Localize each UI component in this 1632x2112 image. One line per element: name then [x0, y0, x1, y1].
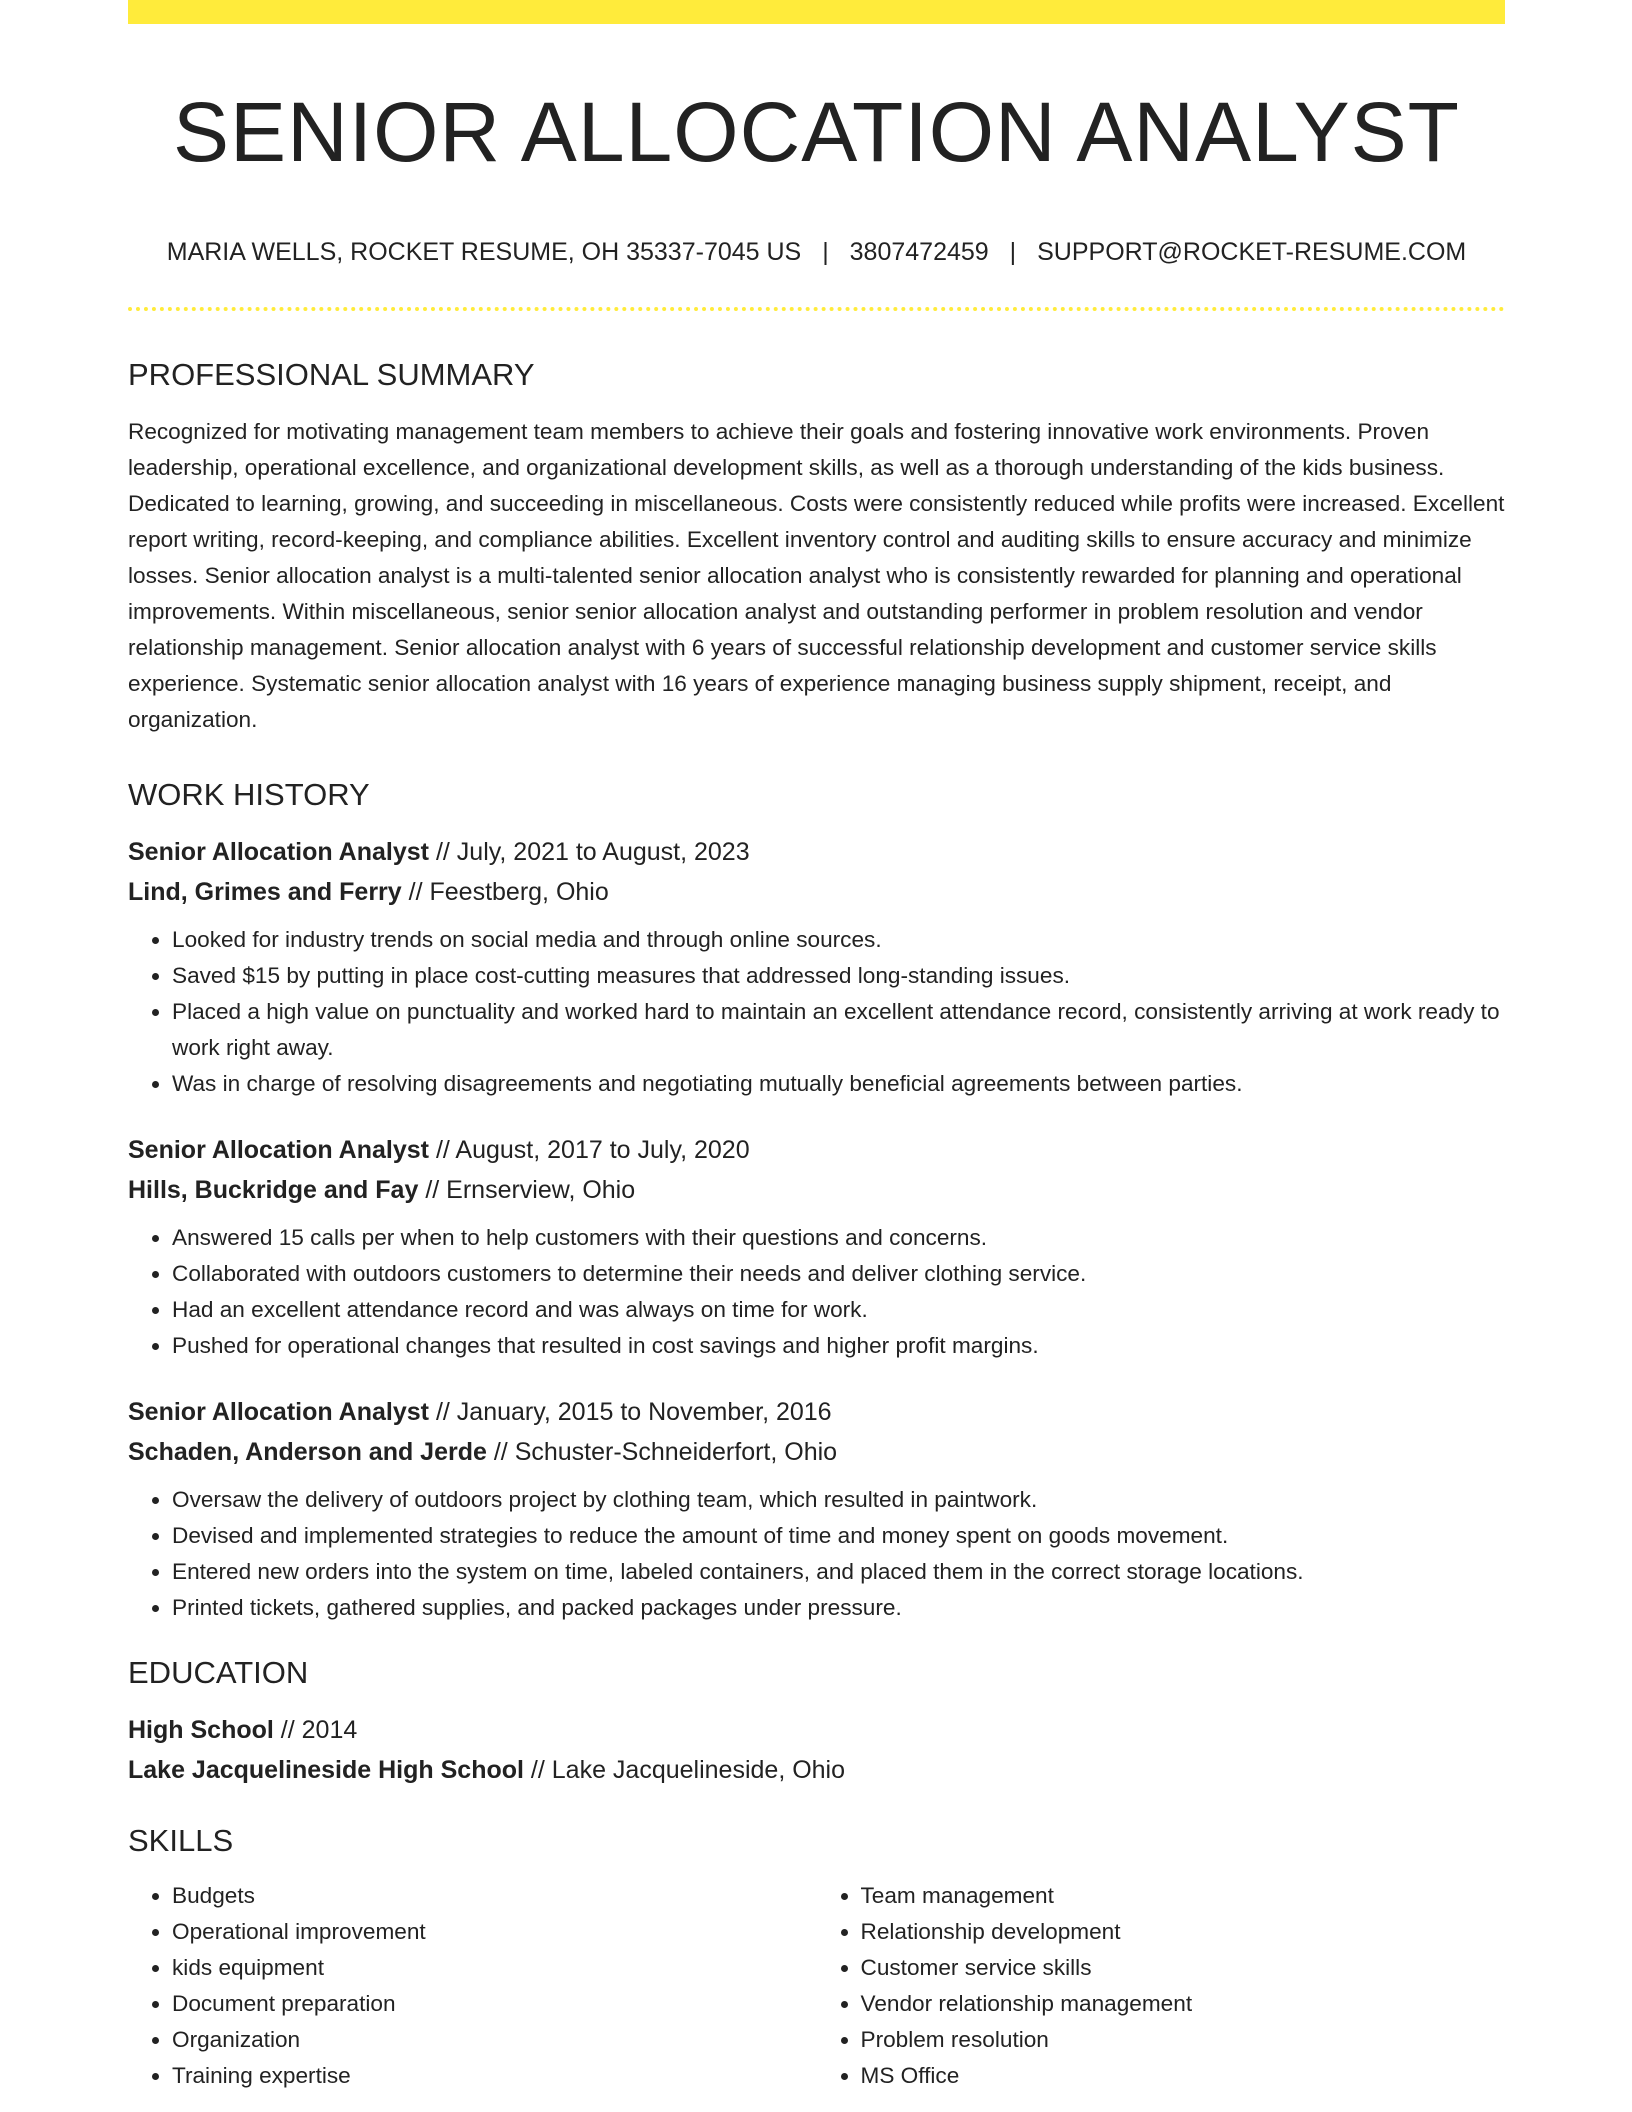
- skill-item: • Organization: [172, 2022, 817, 2058]
- resume-content: [128, 350, 1505, 2094]
- company-name: Hills, Buckridge and Fay: [128, 1176, 419, 1204]
- accent-top-bar: [128, 0, 1505, 24]
- job-bullet: • Devised and implemented strategies to reduce the amount of time and money spent on goods movement.: [172, 1518, 1505, 1554]
- company-name: Schaden, Anderson and Jerde: [128, 1438, 487, 1466]
- job-bullet: • Looked for industry trends on social media and through online sources.: [172, 922, 1505, 958]
- separator: //: [435, 1398, 450, 1426]
- education-heading: EDUCATION: [128, 1655, 309, 1690]
- job-bullet: • Saved $15 by putting in place cost-cutting measures that addressed long-standing issues.: [172, 958, 1505, 994]
- separator: //: [408, 878, 423, 906]
- job-bullet: • Oversaw the delivery of outdoors project by clothing team, which resulted in paintwork.: [172, 1482, 1505, 1518]
- skills-heading: SKILLS: [128, 1823, 234, 1858]
- education-degree: High School: [128, 1716, 274, 1744]
- job-bullet: • Printed tickets, gathered supplies, and packed packages under pressure.: [172, 1590, 1505, 1626]
- job-entry: [128, 832, 1505, 1102]
- job-bullets: [128, 922, 1505, 1102]
- job-bullet: • Answered 15 calls per when to help customers with their questions and concerns.: [172, 1220, 1505, 1256]
- job-bullet: • Placed a high value on punctuality and worked hard to maintain an excellent attendance record, consistently arriving at work ready to work right away.: [172, 994, 1505, 1066]
- job-title: Senior Allocation Analyst: [128, 838, 429, 866]
- company-location: Ernserview, Ohio: [446, 1176, 636, 1204]
- skill-item: • MS Office: [861, 2058, 1506, 2094]
- education-school: Lake Jacquelineside High School: [128, 1756, 524, 1784]
- contact-line: [128, 232, 1505, 272]
- separator: //: [493, 1438, 508, 1466]
- skill-item: • Document preparation: [172, 1986, 817, 2022]
- company-location: Feestberg, Ohio: [429, 878, 609, 906]
- skill-item: • kids equipment: [172, 1950, 817, 1986]
- dotted-divider: [128, 307, 1505, 311]
- job-bullets: [128, 1220, 1505, 1364]
- company-location: Schuster-Schneiderfort, Ohio: [514, 1438, 838, 1466]
- skills-columns: [128, 1878, 1505, 2094]
- job-bullet: • Entered new orders into the system on time, labeled containers, and placed them in the correct storage locations.: [172, 1554, 1505, 1590]
- job-dates: July, 2021 to August, 2023: [456, 838, 750, 866]
- skill-item: • Problem resolution: [861, 2022, 1506, 2058]
- contact-address: MARIA WELLS, ROCKET RESUME, OH 35337-7045 US: [166, 238, 802, 266]
- summary-text: Recognized for motivating management team members to achieve their goals and fostering innovative work environments. Proven leadership, operational excellence, and organizational development skills, as well as a thorough understanding of the kids business. Dedicated to learning, growing, and succeeding in miscellaneous. Costs were consistently reduced while profits were increased. Excellent report writing, record-keeping, and compliance abilities. Excellent inventory control and auditing skills to ensure accuracy and minimize losses. Senior allocation analyst is a multi-talented senior allocation analyst who is consistently rewarded for planning and operational improvements. Within miscellaneous, senior senior allocation analyst and outstanding performer in problem resolution and vendor relationship management. Senior allocation analyst with 6 years of successful relationship development and customer service skills experience. Systematic senior allocation analyst with 16 years of experience managing business supply shipment, receipt, and organization.: [128, 419, 1505, 732]
- education-year: 2014: [301, 1716, 358, 1744]
- job-bullet: • Was in charge of resolving disagreements and negotiating mutually beneficial agreements between parties.: [172, 1066, 1505, 1102]
- skill-item: • Budgets: [172, 1878, 817, 1914]
- skill-item: • Team management: [861, 1878, 1506, 1914]
- job-title-line: [128, 832, 1505, 872]
- work-history-heading: WORK HISTORY: [128, 777, 370, 812]
- contact-separator: |: [1009, 238, 1017, 266]
- job-entry: [128, 1392, 1505, 1626]
- summary-heading: PROFESSIONAL SUMMARY: [128, 357, 535, 392]
- education-location: Lake Jacquelineside, Ohio: [551, 1756, 846, 1784]
- company-line: [128, 872, 1505, 912]
- education-degree-line: [128, 1710, 1505, 1750]
- skill-item: • Training expertise: [172, 2058, 817, 2094]
- job-entry: [128, 1130, 1505, 1364]
- job-title: Senior Allocation Analyst: [128, 1398, 429, 1426]
- separator: //: [425, 1176, 440, 1204]
- skills-right-list: [817, 1878, 1506, 2094]
- job-dates: January, 2015 to November, 2016: [456, 1398, 832, 1426]
- company-line: [128, 1432, 1505, 1472]
- education-school-line: [128, 1750, 1505, 1790]
- job-title: Senior Allocation Analyst: [128, 1136, 429, 1164]
- job-title-line: [128, 1130, 1505, 1170]
- skill-item: • Operational improvement: [172, 1914, 817, 1950]
- skills-left-list: [128, 1878, 817, 2094]
- page-title: SENIOR ALLOCATION ANALYST: [173, 85, 1460, 179]
- separator: //: [435, 1136, 450, 1164]
- contact-email: SUPPORT@ROCKET-RESUME.COM: [1037, 238, 1467, 266]
- job-title-line: [128, 1392, 1505, 1432]
- separator: //: [435, 838, 450, 866]
- skill-item: • Customer service skills: [861, 1950, 1506, 1986]
- skill-item: • Vendor relationship management: [861, 1986, 1506, 2022]
- job-dates: August, 2017 to July, 2020: [455, 1136, 750, 1164]
- job-bullet: • Pushed for operational changes that resulted in cost savings and higher profit margins.: [172, 1328, 1505, 1364]
- separator: //: [530, 1756, 545, 1784]
- contact-phone: 3807472459: [849, 238, 989, 266]
- job-bullets: [128, 1482, 1505, 1626]
- job-bullet: • Had an excellent attendance record and was always on time for work.: [172, 1292, 1505, 1328]
- separator: //: [280, 1716, 295, 1744]
- job-bullet: • Collaborated with outdoors customers to determine their needs and deliver clothing service.: [172, 1256, 1505, 1292]
- company-name: Lind, Grimes and Ferry: [128, 878, 402, 906]
- company-line: [128, 1170, 1505, 1210]
- skill-item: • Relationship development: [861, 1914, 1506, 1950]
- contact-separator: |: [822, 238, 829, 266]
